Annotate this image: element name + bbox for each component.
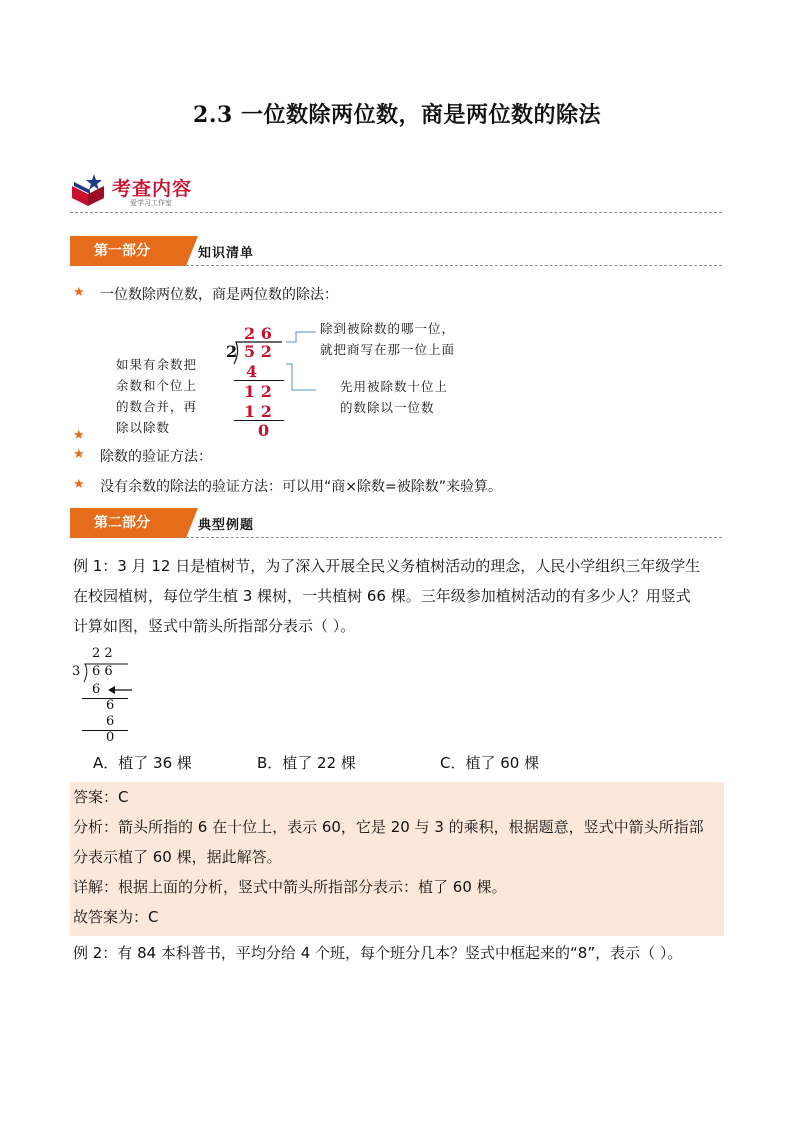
section-2-label: 第二部分 [70, 508, 186, 538]
detail: 详解：根据上面的分析，竖式中箭头所指部分表示：植了 60 棵。 [73, 878, 507, 896]
logo-subtext: 爱学习工作室 [130, 199, 172, 207]
section-1-tab-edge [186, 236, 198, 266]
step-row: 1 2 [244, 402, 272, 421]
diagram-note-left: 如果有余数把 余数和个位上 的数合并，再 除以除数 [116, 357, 198, 435]
division-diagram-1 [110, 318, 490, 443]
divisor: 2 [226, 342, 238, 361]
analysis: 分析：箭头所指的 6 在十位上，表示 60，它是 20 与 3 的乘积，根据题意，竖式中箭头所指部 分表示植了 60 棵，据此解答。 [73, 818, 704, 866]
quotient: 2 2 [92, 646, 113, 661]
step-row: 4 [246, 362, 258, 381]
example-1-question: 例 1：3 月 12 日是植树节，为了深入开展全民义务植树活动的理念，人民小学组织三年级学生 在校园植树，每位学生植 3 棵树，一共植树 66 棵。三年级参加植树活动的有多少人？用竖式 计算如图，竖式中箭头所指部分表示（ ）。 [73, 557, 701, 635]
star-icon: ★ [73, 477, 85, 492]
section-2-tab-edge [186, 508, 198, 538]
star-icon: ★ [73, 285, 85, 300]
step-row: 1 2 [244, 382, 272, 401]
answer: 答案：C [73, 788, 129, 806]
option-b: B．植了 22 棵 [257, 754, 356, 772]
step-row: 6 [106, 698, 115, 713]
star-icon: ★ [73, 447, 85, 462]
section-2-header [70, 508, 722, 538]
knowledge-item-2: 除数的验证方法： [100, 449, 212, 465]
quotient: 2 6 [244, 324, 272, 343]
section-1-header [70, 236, 722, 266]
option-c: C．植了 60 棵 [440, 754, 540, 772]
diagram-note-right-bottom: 先用被除数十位上 的数除以一位数 [340, 379, 449, 415]
book-logo-icon [70, 172, 108, 208]
divider [186, 537, 722, 538]
section-1-subtitle: 知识清单 [198, 246, 255, 261]
logo [70, 172, 210, 212]
answer-box [70, 782, 724, 936]
star-icon: ★ [73, 428, 85, 443]
step-row: 0 [106, 730, 115, 745]
arrow-left-icon [108, 685, 134, 695]
step-row: 0 [258, 421, 270, 440]
step-row: 6 [106, 714, 115, 729]
section-1-label: 第一部分 [70, 236, 186, 266]
knowledge-item-1: 一位数除两位数，商是两位数的除法： [100, 287, 338, 303]
divider [70, 212, 722, 213]
dividend: 6 6 [92, 664, 113, 679]
section-2-subtitle: 典型例题 [198, 518, 255, 533]
option-a: A．植了 36 棵 [93, 754, 192, 772]
diagram-note-right-top: 除到被除数的哪一位， 就把商写在那一位上面 [320, 321, 456, 357]
logo-text: 考查内容 [112, 178, 193, 200]
step-row: 6 [92, 682, 101, 697]
dividend: 5 2 [244, 342, 272, 361]
final-answer: 故答案为：C [73, 908, 159, 926]
knowledge-item-3: 没有余数的除法的验证方法：可以用“商×除数=被除数”来验算。 [100, 479, 502, 495]
page-title: 2.3 一位数除两位数，商是两位数的除法 [193, 102, 601, 128]
divisor: 3 [72, 664, 81, 679]
divider [186, 265, 722, 266]
example-2-question: 例 2：有 84 本科普书，平均分给 4 个班，每个班分几本？竖式中框起来的“8”，表示（ ）。 [73, 944, 683, 962]
division-diagram-2 [70, 646, 150, 746]
